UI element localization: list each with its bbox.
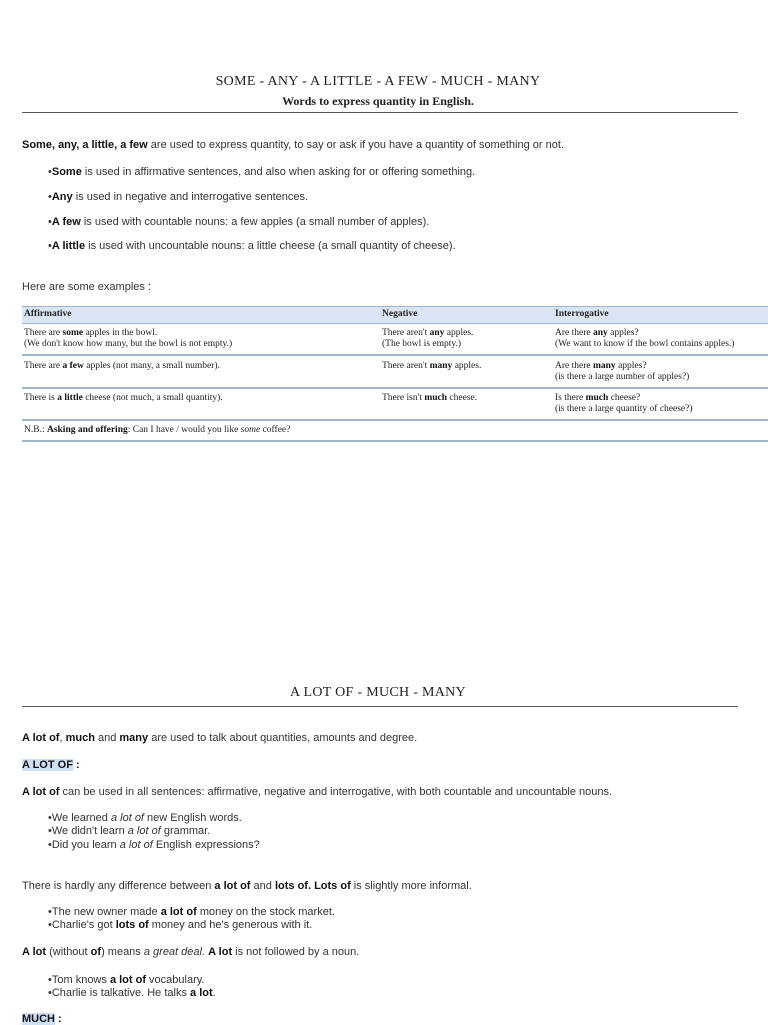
examples-intro: Here are some examples : — [22, 281, 151, 293]
list-item: •The new owner made a lot of money on the stock market. — [48, 906, 335, 918]
heading-alot: A LOT OF : — [22, 759, 80, 771]
bullet-bold: A little — [51, 240, 86, 252]
header-negative: Negative — [382, 309, 418, 319]
section1-subtitle: Words to express quantity in English. — [282, 94, 474, 108]
table-cell: There isn't much cheese. — [382, 393, 478, 403]
bullet-bold: Any — [51, 191, 73, 203]
bullet-text: is used with countable nouns: a few apples (a small number of apples). — [80, 216, 430, 228]
difference-paragraph: There is hardly any difference between a lot of and lots of. Lots of is slightly more informal. — [22, 880, 472, 892]
alot-definition: A lot (without of) means a great deal. A lot is not followed by a noun. — [22, 946, 360, 958]
header-interrogative: Interrogative — [555, 309, 609, 319]
bullet-text: is used in affirmative sentences, and also when asking for or offering something. — [81, 166, 476, 178]
list-item: •Tom knows a lot of vocabulary. — [48, 974, 205, 986]
row-divider — [22, 440, 768, 442]
bullet-bold: Some — [51, 166, 82, 178]
alot-intro: A lot of, much and many are used to talk about quantities, amounts and degree. — [22, 732, 418, 744]
list-item: •Some is used in affirmative sentences, and also when asking for or offering something. — [48, 166, 476, 178]
section1-title: SOME - ANY - A LITTLE - A FEW - MUCH - MANY — [215, 74, 541, 89]
table-cell: Are there any apples? (We want to know if the bowl contains apples.) — [555, 328, 735, 349]
row-divider — [22, 354, 768, 356]
section1-divider — [22, 112, 738, 113]
list-item: •Charlie is talkative. He talks a lot. — [48, 987, 216, 999]
list-item: •Any is used in negative and interrogative sentences. — [48, 191, 309, 203]
list-item: •A little is used with uncountable nouns: a little cheese (a small quantity of cheese). — [48, 240, 456, 252]
bullet-text: is used in negative and interrogative sentences. — [72, 191, 309, 203]
bullet-bold: A few — [51, 216, 81, 228]
intro-text: are used to express quantity, to say or ask if you have a quantity of something or not. — [147, 139, 564, 151]
header-affirmative: Affirmative — [24, 309, 72, 319]
list-item: •A few is used with countable nouns: a few apples (a small number of apples). — [48, 216, 430, 228]
row-divider — [22, 387, 768, 389]
table-cell: There are a few apples (not many, a small number). — [24, 361, 220, 371]
section2-title: A LOT OF - MUCH - MANY — [290, 685, 466, 700]
intro-bold: Some, any, a little, a few — [22, 139, 148, 151]
intro-paragraph — [22, 139, 564, 151]
list-item: •Charlie's got lots of money and he's generous with it. — [48, 919, 313, 931]
table-cell: Are there many apples? (is there a large number of apples?) — [555, 361, 690, 382]
table-cell: There is a little cheese (not much, a small quantity). — [24, 393, 223, 403]
table-note: N.B.: Asking and offering: Can I have / would you like some coffee? — [24, 425, 291, 435]
list-item: •We learned a lot of new English words. — [48, 812, 242, 824]
table-cell: There are some apples in the bowl. (We don't know how many, but the bowl is not empty.) — [24, 328, 233, 349]
table-cell: Is there much cheese? (is there a large quantity of cheese?) — [555, 393, 693, 414]
bullet-text: is used with uncountable nouns: a little cheese (a small quantity of cheese). — [85, 240, 456, 252]
table-cell: There aren't many apples. — [382, 361, 482, 371]
row-divider — [22, 419, 768, 421]
section2-divider — [22, 706, 738, 707]
alot-description: A lot of can be used in all sentences: affirmative, negative and interrogative, with both countable and uncountable nouns. — [22, 786, 613, 798]
list-item: •Did you learn a lot of English expressions? — [48, 839, 260, 851]
table-header — [22, 306, 768, 324]
heading-much: MUCH : — [22, 1013, 62, 1025]
list-item: •We didn't learn a lot of grammar. — [48, 825, 211, 837]
table-cell: There aren't any apples. (The bowl is empty.) — [382, 328, 474, 349]
